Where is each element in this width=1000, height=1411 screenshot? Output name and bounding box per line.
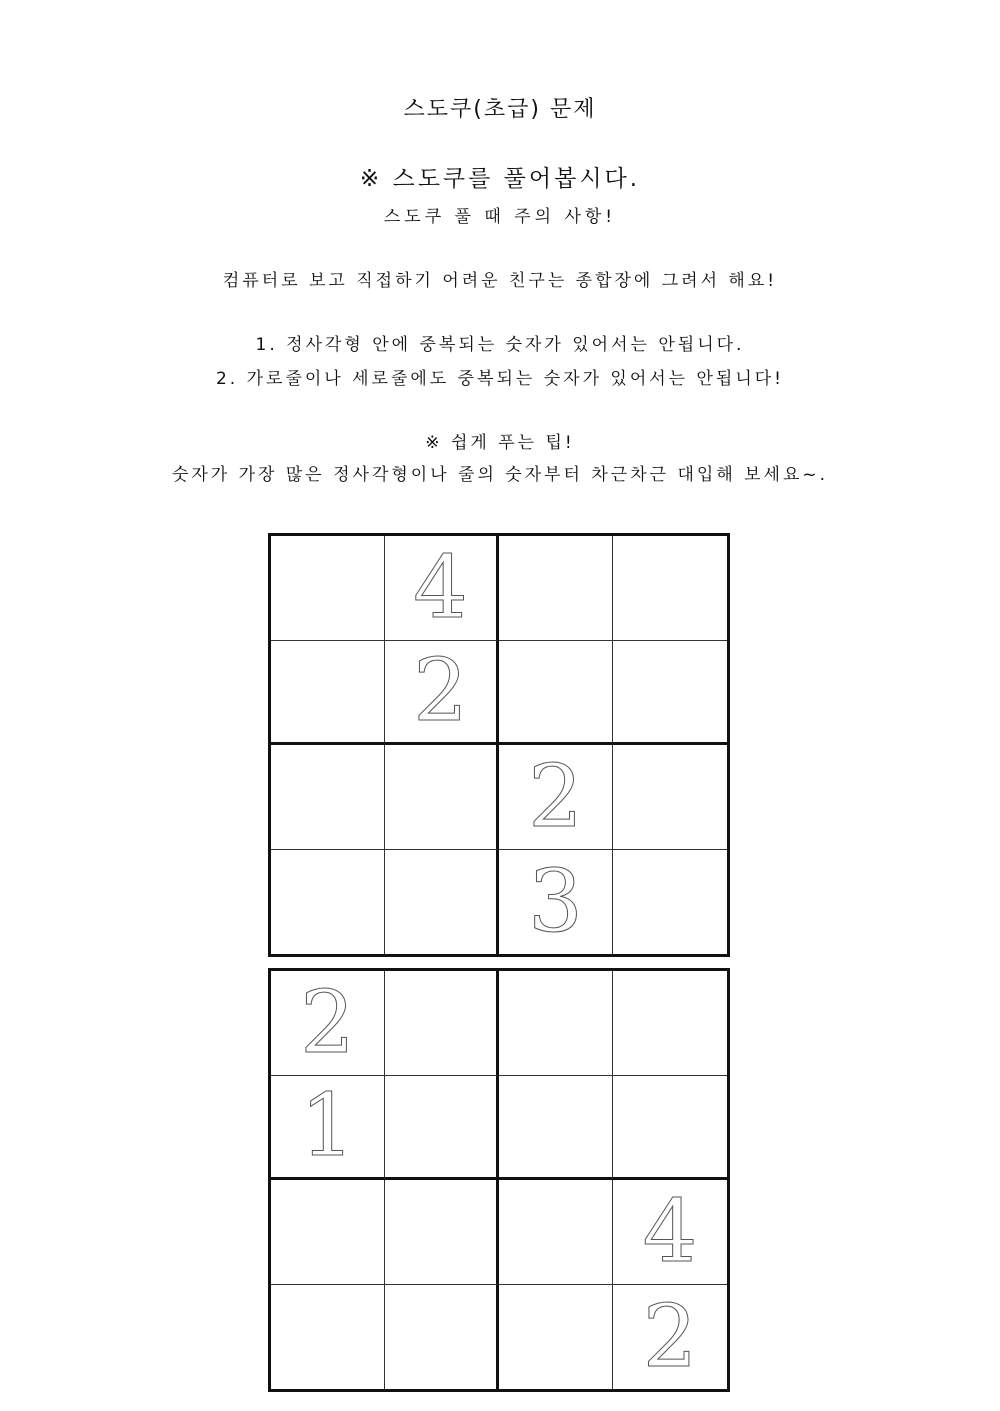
sudoku-cell[interactable] [271, 641, 385, 746]
sudoku-cell[interactable]: 2 [499, 745, 613, 850]
sudoku-cell[interactable] [499, 1180, 613, 1285]
sudoku-cell[interactable]: 2 [642, 1286, 698, 1387]
sudoku-cell[interactable] [499, 641, 613, 746]
sudoku-cell[interactable]: 1 [271, 1076, 385, 1181]
sudoku-cell[interactable]: 2 [271, 971, 385, 1076]
sudoku-cell[interactable] [613, 536, 727, 641]
sudoku-cell[interactable] [499, 1285, 613, 1390]
sudoku-grid-1 [268, 533, 730, 957]
sudoku-grid-2 [268, 968, 730, 1392]
sudoku-cell[interactable] [271, 536, 385, 641]
sudoku-cell[interactable] [613, 1076, 727, 1181]
sudoku-cell[interactable] [385, 745, 499, 850]
sudoku-cell[interactable]: 4 [385, 536, 499, 641]
sudoku-cell[interactable] [499, 971, 613, 1076]
sudoku-cell[interactable] [385, 1180, 499, 1285]
rule-2: 2. 가로줄이나 세로줄에도 중복되는 숫자가 있어서는 안됩니다! [215, 369, 784, 389]
rule-1: 1. 정사각형 안에 중복되는 숫자가 있어서는 안됩니다. [255, 335, 745, 355]
sudoku-cell[interactable] [271, 745, 385, 850]
sudoku-cell[interactable] [499, 536, 613, 641]
tip-heading: ※ 쉽게 푸는 팁! [425, 433, 575, 453]
page-title: 스도쿠(초급) 문제 [403, 97, 597, 122]
sudoku-cell[interactable] [271, 1285, 385, 1390]
sudoku-cell[interactable] [613, 850, 727, 955]
page-subtitle: ※ 스도쿠를 풀어봅시다. [359, 166, 641, 192]
sudoku-cell[interactable] [499, 1076, 613, 1181]
sudoku-cell[interactable] [385, 971, 499, 1076]
sudoku-cell[interactable] [385, 850, 499, 955]
computer-note: 컴퓨터로 보고 직접하기 어려운 친구는 종합장에 그려서 해요! [222, 271, 778, 291]
sudoku-cell[interactable] [613, 641, 727, 746]
sudoku-cell[interactable] [385, 1285, 499, 1390]
sudoku-cell[interactable]: 2 [385, 641, 499, 746]
sudoku-cell[interactable] [613, 745, 727, 850]
sudoku-cell[interactable]: 3 [499, 850, 613, 955]
sudoku-cell[interactable] [271, 1180, 385, 1285]
sudoku-cell[interactable] [271, 850, 385, 955]
tip-body: 숫자가 가장 많은 정사각형이나 줄의 숫자부터 차근차근 대입해 보세요~. [171, 465, 829, 485]
sudoku-cell[interactable] [385, 1076, 499, 1181]
sudoku-cell[interactable]: 4 [613, 1180, 727, 1285]
sudoku-cell[interactable] [613, 971, 727, 1076]
caution-heading: 스도쿠 풀 때 주의 사항! [383, 207, 617, 227]
